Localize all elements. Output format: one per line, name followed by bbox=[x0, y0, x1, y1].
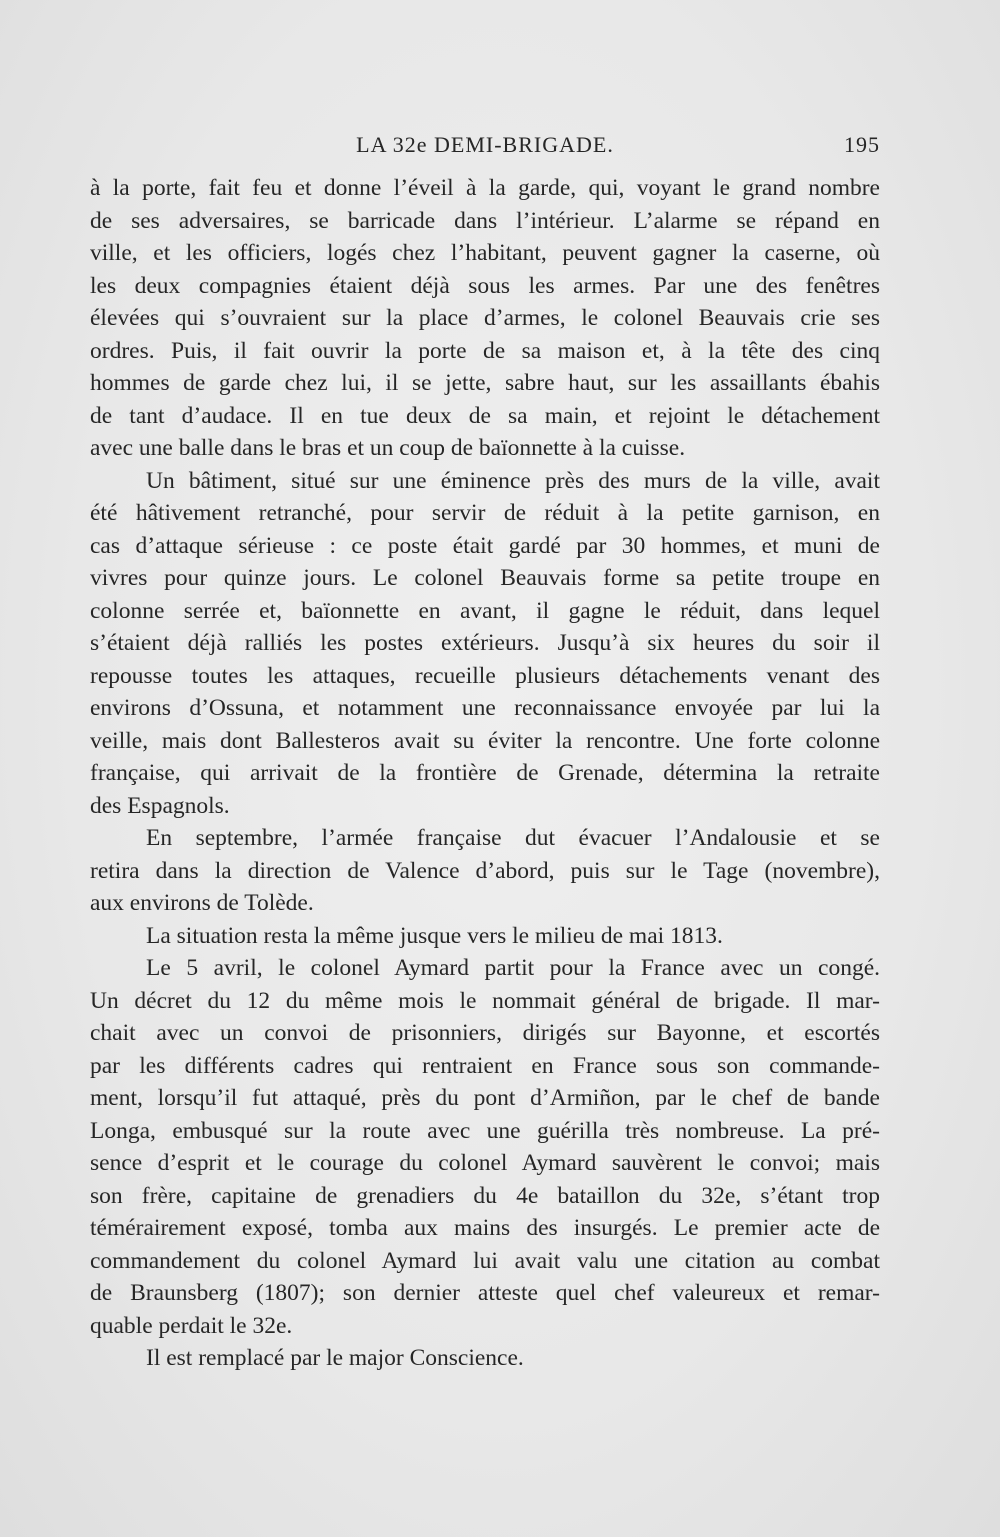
text-line: par les différents cadres qui rentraient en France sous son commande- bbox=[90, 1052, 880, 1079]
text-line: été hâtivement retranché, pour servir de réduit à la petite garnison, en bbox=[90, 500, 880, 526]
text-line: élevées qui s’ouvraient sur la place d’armes, le colonel Beauvais crie ses bbox=[90, 305, 880, 331]
text-line: Le 5 avril, le colonel Aymard partit pour la France avec un congé. bbox=[146, 955, 880, 981]
text-line: repousse toutes les attaques, recueille plusieurs détachements venant des bbox=[90, 662, 880, 689]
text-line: des Espagnols. bbox=[90, 792, 230, 819]
text-line: commandement du colonel Aymard lui avait valu une citation au combat bbox=[90, 1247, 880, 1274]
text-line: chait avec un convoi de prisonniers, dirigés sur Bayonne, et escortés bbox=[90, 1020, 880, 1046]
page-number: 195 bbox=[844, 132, 880, 157]
text-line: de Braunsberg (1807); son dernier atteste quel chef valeureux et remar- bbox=[90, 1280, 880, 1306]
text-line: son frère, capitaine de grenadiers du 4e bataillon du 32e, s’étant trop bbox=[90, 1182, 880, 1209]
text-line: aux environs de Tolède. bbox=[90, 890, 314, 916]
text-line: Un bâtiment, situé sur une éminence près des murs de la ville, avait bbox=[146, 467, 880, 494]
text-line: Un décret du 12 du même mois le nommait général de brigade. Il mar- bbox=[90, 987, 880, 1014]
text-line: En septembre, l’armée française dut évacuer l’Andalousie et se bbox=[146, 825, 880, 851]
text-line: les deux compagnies étaient déjà sous les armes. Par une des fenêtres bbox=[90, 272, 880, 299]
text-line: témérairement exposé, tomba aux mains des insurgés. Le premier acte de bbox=[90, 1215, 880, 1241]
text-line: ville, et les officiers, logés chez l’habitant, peuvent gagner la caserne, où bbox=[90, 240, 880, 266]
text-line: veille, mais dont Ballesteros avait su éviter la rencontre. Une forte colonne bbox=[90, 727, 880, 754]
text-line: environs d’Ossuna, et notamment une reconnaissance envoyée par lui la bbox=[90, 695, 880, 721]
chapter-title: LA 32e DEMI-BRIGADE. bbox=[356, 132, 614, 157]
text-line: retira dans la direction de Valence d’abord, puis sur le Tage (novembre), bbox=[90, 857, 880, 884]
text-line: avec une balle dans le bras et un coup de baïonnette à la cuisse. bbox=[90, 435, 686, 461]
text-line: hommes de garde chez lui, il se jette, sabre haut, sur les assaillants ébahis bbox=[90, 370, 880, 396]
text-line: de ses adversaires, se barricade dans l’intérieur. L’alarme se répand en bbox=[90, 207, 880, 234]
text-line: française, qui arrivait de la frontière de Grenade, détermina la retraite bbox=[90, 760, 880, 786]
text-line: ordres. Puis, il fait ouvrir la porte de sa maison et, à la tête des cinq bbox=[90, 337, 880, 364]
text-line: s’étaient déjà ralliés les postes extérieurs. Jusqu’à six heures du soir il bbox=[90, 630, 880, 656]
text-line: de tant d’audace. Il en tue deux de sa main, et rejoint le détachement bbox=[90, 402, 880, 429]
running-head bbox=[90, 132, 880, 166]
text-line: ment, lorsqu’il fut attaqué, près du pont d’Armiñon, par le chef de bande bbox=[90, 1085, 880, 1111]
text-line: colonne serrée et, baïonnette en avant, il gagne le réduit, dans lequel bbox=[90, 597, 880, 624]
text-line: vivres pour quinze jours. Le colonel Beauvais forme sa petite troupe en bbox=[90, 565, 880, 591]
text-line: Longa, embusqué sur la route avec une guérilla très nombreuse. La pré- bbox=[90, 1117, 880, 1144]
text-line: quable perdait le 32e. bbox=[90, 1312, 293, 1339]
text-line: cas d’attaque sérieuse : ce poste était gardé par 30 hommes, et muni de bbox=[90, 532, 880, 559]
text-line: La situation resta la même jusque vers le milieu de mai 1813. bbox=[146, 922, 723, 949]
text-line: à la porte, fait feu et donne l’éveil à la garde, qui, voyant le grand nombre bbox=[90, 175, 880, 201]
text-line: Il est remplacé par le major Conscience. bbox=[146, 1345, 524, 1371]
body-text bbox=[90, 172, 880, 1375]
text-line: sence d’esprit et le courage du colonel Aymard sauvèrent le convoi; mais bbox=[90, 1150, 880, 1176]
